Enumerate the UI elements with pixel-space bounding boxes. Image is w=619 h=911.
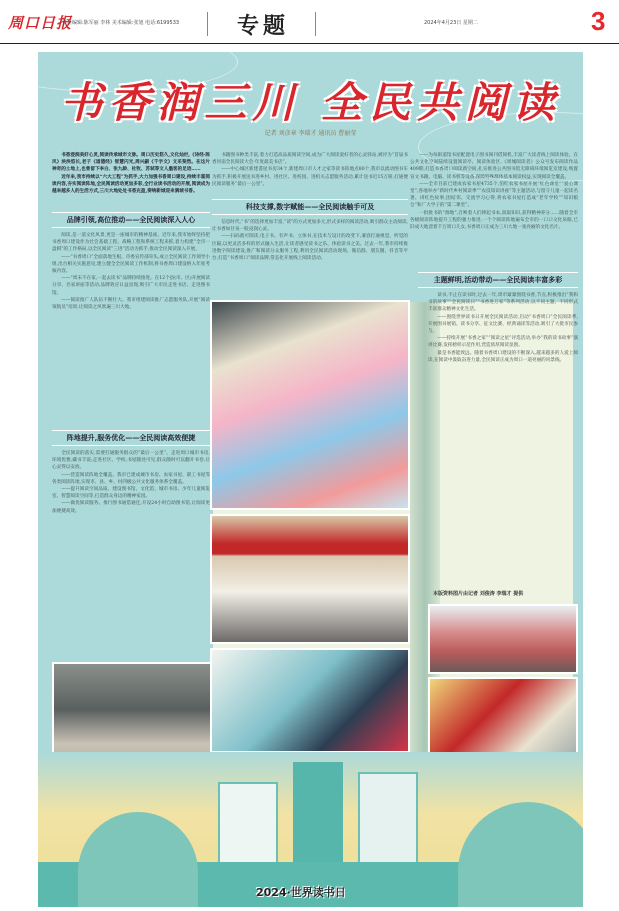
paragraph: ——营造阅读阵地全覆盖。我市已建成城市书房、农家书屋、职工书屋等各类阅读阵地,实现市、县、乡、村四级公共文化服务体系全覆盖。 — [52, 472, 210, 485]
section-heading: 阵地提升,服务优化——全民阅读高效便捷 — [52, 430, 210, 446]
paragraph: ——阅读推广人队伍不断壮大。我市组建阅读推广志愿服务队,开展“阅读领航员”培训,让阅读之风吹遍三川大地。 — [52, 297, 210, 311]
paragraph: 书籍图书种类丰富,着力打造高品质阅读空间,成为广大阅读爱好者的心灵驿站,被评为“首届书香河南全民阅读大会·年度最美书店”。 — [212, 153, 408, 166]
editor-credits: 责任编辑:陈军丽 李林 美术编辑:张旭 电话:6199533 — [62, 20, 180, 26]
lead-paragraph: 近年来,我市持续以“六大工程”为抓手,大力加强书香周口建设,持续丰富阅读内容,夯实阅读阵地,全民阅读活动更加多彩,全行业读书活动的开展,阅读成为越来越多人的生活方式,三川大地处处书香充盈,奏响新城迎来满城书香。 — [52, 174, 210, 195]
newspaper-logo: 周口日报 — [8, 14, 73, 32]
page-number: 3 — [591, 6, 606, 36]
hill-illustration — [458, 802, 583, 907]
section-heading: 科技支撑,数字赋能——全民阅读触手可及 — [212, 199, 408, 215]
masthead — [0, 0, 619, 44]
headline: 书香润三川 全民共阅读 — [60, 78, 561, 127]
photo-book-display — [210, 300, 410, 510]
paragraph: ——中心城区新建書屋书房34个,新建周口市人才之家等读书阵地点80个,我市以流动图书车为抓手,积极开展送书进乡村、进社区、进校园、进机关志愿服务活动,累计送书近15万册,打通便民阅读服务“最后一公里”。 — [212, 167, 408, 187]
left-column-body — [52, 232, 210, 427]
left-column-body — [52, 450, 210, 655]
paragraph: 全民阅读的落实,需要打通服务群众的“最后一公里”。走进周口城市书房,环境优雅,藏书丰富;走进社区、学校,书屋随处可见,群众随时可以翻开书卷,让心灵得以安放。 — [52, 451, 210, 471]
paragraph: ——“周末不在家,一起去读书”品牌持续推进。在12个县(市、区)开展阅读分享、名家讲座等活动,品牌效应日益显现,吸引广大市民走进书店、走进图书馆。 — [52, 276, 210, 296]
paragraph: 最是书香能致远。随着书香周口建设的不断深入,越来越多的人爱上阅读,在阅读中汲取奋进力量,全民阅读正成为周口一道亮丽的风景线。 — [428, 350, 578, 363]
photo-credit: 本版资料图片由记者 刘俊涛 李瑞才 提供 — [433, 591, 524, 597]
feature-poster — [38, 52, 583, 907]
right-column — [410, 152, 578, 231]
left-column — [52, 152, 210, 195]
section-name: 专题 — [237, 13, 290, 39]
lead-paragraph: 书香浸润美好心灵,阅读传承城市文脉。周口历史悠久,文化灿烂,《诗经·陈风》泱泱悠长,老子《道德经》智慧闪光,周兴嗣《千字文》文采斐然。在这片神奇的土地上,也曾留下李白、张九龄、杜牧、苏轼等文人墨客的足迹…… — [52, 153, 210, 173]
section-heading: 品牌引领,高位推动——全民阅读深入人心 — [52, 212, 210, 228]
right-column-body — [428, 292, 578, 520]
paragraph: 读书,不止在读书时,过去一年,周市紧紧围绕书香,节点,积极推出“我和书的故事”“全民阅读日”“书香进万家”等系列活动,以不同主题、不同形式丰富群众精神文化生活。 — [428, 293, 578, 313]
byline: 记者 刘彦章 李瑞才 通讯员 曹丽莹 — [264, 130, 357, 137]
photo-readers-masks — [210, 648, 410, 753]
section-heading: 主题鲜明,活动带动——全民阅读丰富多彩 — [418, 272, 578, 288]
divider — [315, 12, 316, 36]
photo-volunteer-meeting — [210, 514, 410, 644]
paragraph: 信息时代,“书”的选择更加丰富,“读”的方式更加多元,形式多样的阅读活动,吸引群众主动阅读,让书香如甘泉一般浸润心灵。 — [212, 220, 408, 233]
paragraph: 阅读,是一道文化风景,更是一座城市的精神基座。近年来,我市始终坚持把书香周口建设作为社会基础工程、战略工程和系统工程来抓,着力构建“全市一盘棋”的工作格局,以全民阅读“三进”活动为抓手,推动全民阅读深入开展。 — [52, 233, 210, 253]
hill-illustration — [78, 812, 198, 907]
paragraph: ——扫码就可阅读,电子书、有声书、立体书,在技术与设计的改变下,兼容打通视觉、听觉的区隔,以更灵活多样的形式融入生活,让读者感受读书之乐、体验读书之美。过去一年,我市持续推进数字阅读建设,推广和阅读分众服务工程,利用全民阅读活动现场、微信群、朋友圈、抖音等平台,打造“书香周口”阅读品牌,常态化开展线上阅读活动。 — [212, 234, 408, 262]
paragraph: ——持续开展“书香之家”“阅读之星”评选活动,举办“我的读书故事”演讲比赛,发挥榜样示范作用,营造浓厚阅读氛围。 — [428, 336, 578, 349]
world-book-day-title: 2024·世界读书日 — [256, 886, 346, 899]
photo-school-building — [428, 604, 578, 674]
middle-column — [212, 152, 408, 188]
paragraph: ——做优阅读服务。推行图书通借通还,开设24小时自助图书馆,让阅读更加便捷高效。 — [52, 501, 210, 514]
paragraph: ——围绕世界读书日开展全民阅读活动,启动“书香周口”全民阅读季,开展图书展销、读书分享、征文比赛、经典诵读等活动,吸引了大批市民参与。 — [428, 314, 578, 335]
middle-column-body — [212, 219, 408, 294]
issue-date: 2024年4月23日 星期二 — [424, 20, 478, 26]
paragraph: ——为每街道馆书屋配置电子图书阅刊借阅机,丰富广大读者线上阅读体验。在公共文化空间陆续设置阅读亭、阅读体验区,《周城阅读者》公众号发布阅读作品409期,打造书香周口阅读新空间,扎实推进公共图书馆无障碍环境阅览室建设,购置盲文书籍、电脑、读书机等设备,保障特殊群体基本阅读权益,实现阅读全覆盖。 — [410, 153, 578, 180]
paragraph: 一批批书的“源地”,召唤着人们捧起书本,汲取知识,获得精神养分……随着全市各级阅读阵地提升工程的强力推进,一个个阅读阵地遍布全市的一口口文化泉眼,已旧成大地浇着千万周口儿女,书香周口正成为三川大地一张亮丽的文化名片。 — [410, 210, 578, 231]
paragraph: ——全市目前已建成农家书屋4735个,伯红农家书屋开展“红色课堂”“爱心课堂”,各地举办“新时代乡村阅读季”“农技知识讲座”等主题活动,与留守儿童一起读名著、讲红色故事,团结邻、交流学习心得,将农家书屋打造成“老年学校”“知识粮仓”和广大学子的“第二课堂”。 — [410, 181, 578, 209]
divider — [207, 12, 208, 36]
paragraph: ——“书香周口”全面落地生根。市委宣传部牵头,成立全民阅读工作领导小组,出台相关实施意见,建立健全全民阅读工作机制,将书香周口建设纳入年度考核内容。 — [52, 254, 210, 275]
paragraph: ——提升阅读空间品质。建设图书馆、文化馆、城市书房、少年儿童阅览室、智慧阅读空间等,打造群众身边的精神家园。 — [52, 487, 210, 500]
